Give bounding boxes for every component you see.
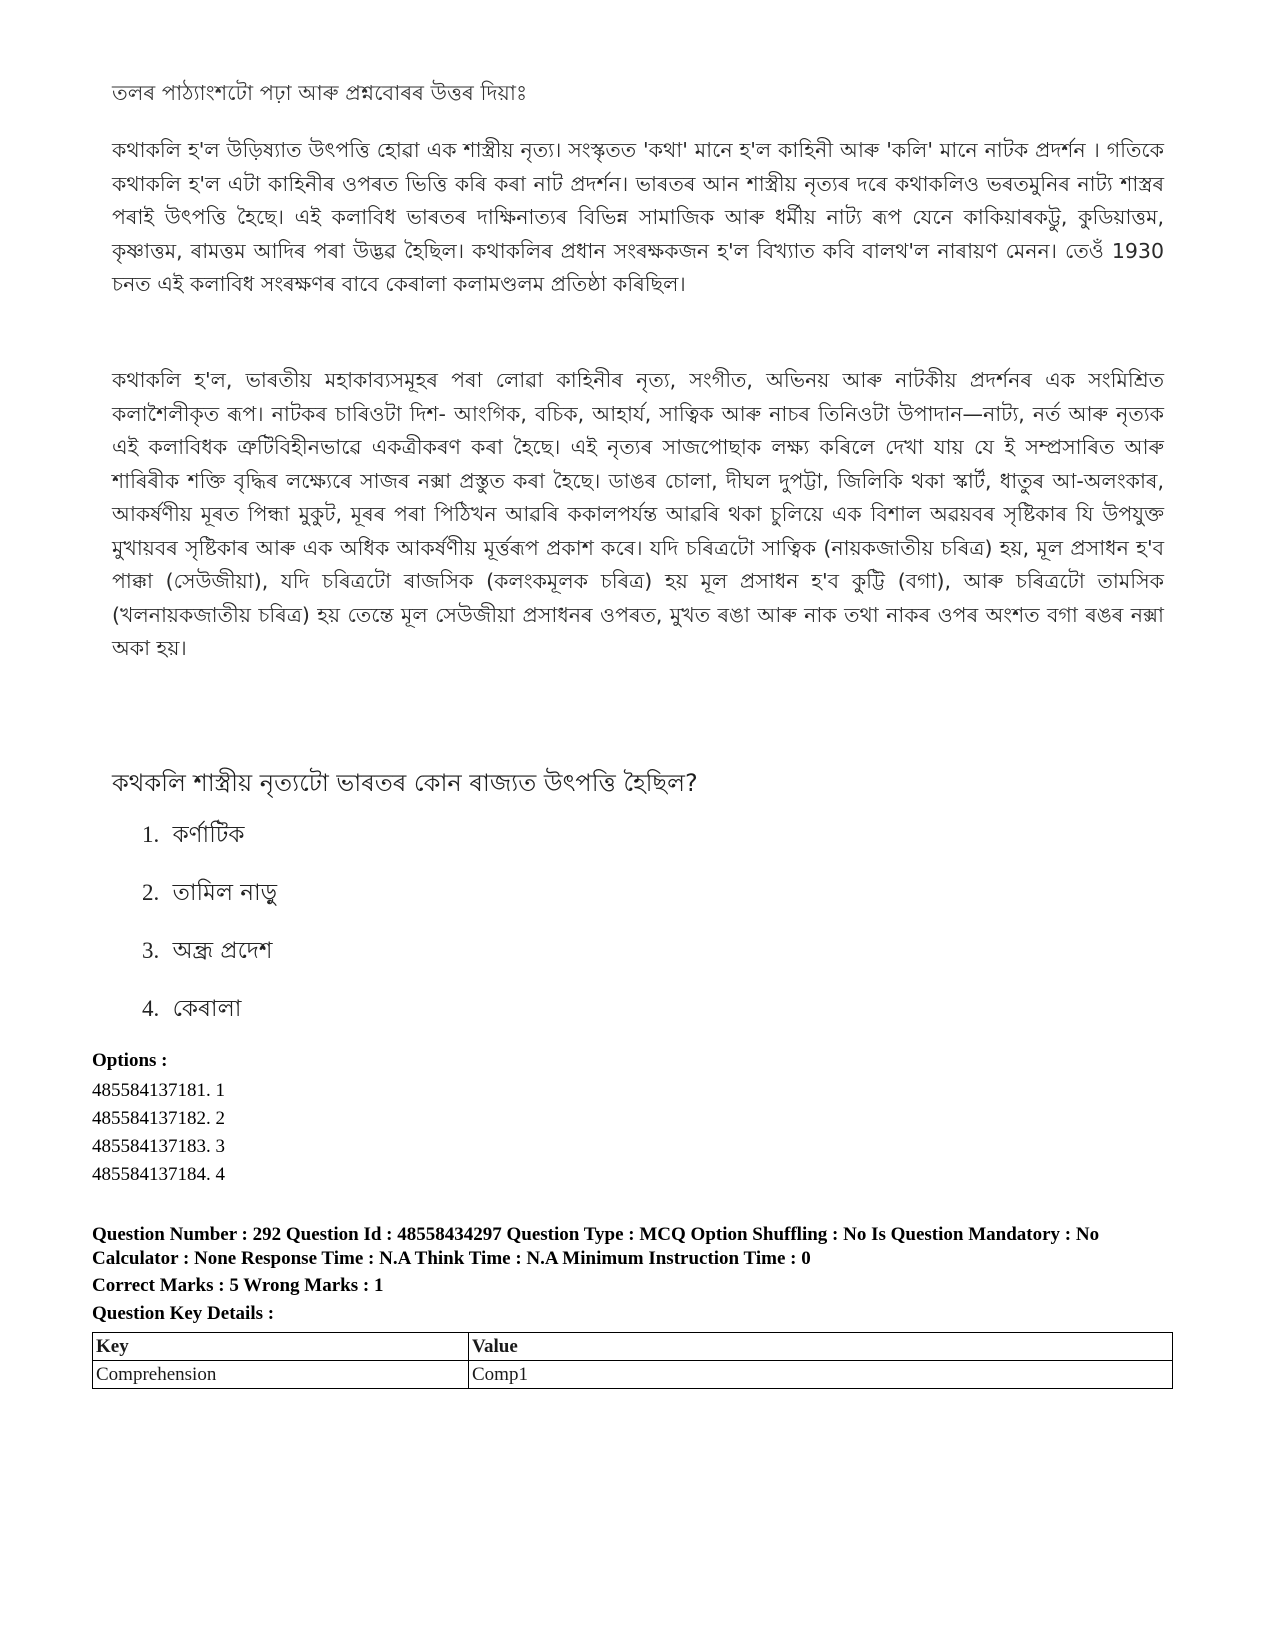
question-choice-list <box>142 820 277 1052</box>
choice-text: কেৰালা <box>172 996 242 1022</box>
question-choice <box>142 878 277 936</box>
option-id-item: 485584137183. 3 <box>92 1136 225 1157</box>
question-choice <box>142 936 277 994</box>
key-details-heading: Question Key Details : <box>92 1303 275 1324</box>
passage-instruction: তলৰ পাঠ্যাংশটো পঢ়া আৰু প্ৰশ্নবোৰৰ উত্তৰ দিয়াঃ <box>112 81 528 105</box>
table-cell-key: Comprehension <box>93 1361 469 1389</box>
choice-number: 2. <box>142 880 160 905</box>
choice-text: কৰ্ণাটিক <box>172 822 245 848</box>
table-cell-value: Comp1 <box>469 1361 1173 1389</box>
key-details-table <box>92 1332 1173 1389</box>
question-meta: Question Number : 292 Question Id : 48558434297 Question Type : MCQ Option Shuffling : No Is Question Mandatory : No Calculator : None Response Time : N.A Think Time : N.A Minimum Instruction Time : 0 <box>92 1224 1100 1269</box>
choice-number: 3. <box>142 938 160 963</box>
option-id-item: 485584137184. 4 <box>92 1164 225 1185</box>
option-id-item: 485584137182. 2 <box>92 1108 225 1129</box>
choice-text: অন্ধ্ৰ প্ৰদেশ <box>172 938 273 964</box>
option-id-list <box>92 1077 225 1189</box>
question-choice <box>142 994 277 1052</box>
passage-paragraph-2: কথাকলি হ'ল, ভাৰতীয় মহাকাব্যসমূহৰ পৰা লোৱা কাহিনীৰ নৃত্য, সংগীত, অভিনয় আৰু নাটকীয় প্ৰদৰ্শনৰ এক সংমিশ্ৰিত কলাশৈলীকৃত ৰূপ। নাটকৰ চাৰিওটা দিশ- আংগিক, বচিক, আহাৰ্য, সাত্বিক আৰু নাচৰ তিনিওটা উপাদান—নাট্য, নৰ্ত আৰু নৃত্যক এই কলাবিধক ত্ৰুটিবিহীনভাৱে একত্ৰীকৰণ কৰা হৈছে। এই নৃত্যৰ সাজপোছাক লক্ষ্য কৰিলে দেখা যায় যে ই সম্প্ৰসাৰিত আৰু শাৰিৰীক শক্তি বৃদ্ধিৰ লক্ষ্যেৰে সাজৰ নক্সা প্ৰস্তুত কৰা হৈছে। ডাঙৰ চোলা, দীঘল দুপট্টা, জিলিকি থকা স্কাৰ্ট, ধাতুৰ আ-অলংকাৰ, আকৰ্ষণীয় মূৰত পিন্ধা মুকুট, মূৰৰ পৰা পিঠিখন আৱৰি ককালপৰ্যন্ত আৱৰি থকা চুলিয়ে এক বিশাল অৱয়বৰ সৃষ্টিকাৰ যি উপযুক্ত মুখায়বৰ সৃষ্টিকাৰ আৰু এক অধিক আকৰ্ষণীয় মূৰ্ত্তৰূপ প্ৰকাশ কৰে। যদি চৰিত্ৰটো সাত্বিক (নায়কজাতীয় চৰিত্ৰ) হয়, মূল প্ৰসাধন হ'ব পাক্কা (সেউজীয়া), যদি চৰিত্ৰটো ৰাজসিক (কলংকমূলক চৰিত্ৰ) হয় মূল প্ৰসাধন হ'ব কুট্টি (বগা), আৰু চৰিত্ৰটো তামসিক (খলনায়কজাতীয় চৰিত্ৰ) হয় তেন্তে মূল সেউজীয়া প্ৰসাধনৰ ওপৰত, মুখত ৰঙা আৰু নাক তথা নাকৰ ওপৰ অংশত বগা ৰঙৰ নক্সা অকা হয়। <box>112 368 1164 660</box>
passage-paragraph-1: কথাকলি হ'ল উড়িষ্যাত উৎপত্তি হোৱা এক শাস্ত্ৰীয় নৃত্য। সংস্কৃতত 'কথা' মানে হ'ল কাহিনী আৰু 'কলি' মানে নাটক প্ৰদৰ্শন । গতিকে কথাকলি হ'ল এটা কাহিনীৰ ওপৰত ভিত্তি কৰি কৰা নাট প্ৰদৰ্শন। ভাৰতৰ আন শাস্ত্ৰীয় নৃত্যৰ দৰে কথাকলিও ভৰতমুনিৰ নাট্য শাস্ত্ৰৰ পৰাই উৎপত্তি হৈছে। এই কলাবিধ ভাৰতৰ দাক্ষিনাত্যৰ বিভিন্ন সামাজিক আৰু ধৰ্মীয় নাট্য ৰূপ যেনে কাকিয়াৰকট্টু, কুডিয়াত্তম, কৃষ্ণাত্তম, ৰামত্তম আদিৰ পৰা উদ্ভৱ হৈছিল। কথাকলিৰ প্ৰধান সংৰক্ষকজন হ'ল বিখ্যাত কবি বালথ'ল নাৰায়ণ মেনন। তেওঁ 1930 চনত এই কলাবিধ সংৰক্ষণৰ বাবে কেৰালা কলামণ্ডলম প্ৰতিষ্ঠা কৰিছিল। <box>112 138 1164 296</box>
choice-number: 1. <box>142 822 160 847</box>
question-choice <box>142 820 277 878</box>
question-text: কথকলি শাস্ত্ৰীয় নৃত্যটো ভাৰতৰ কোন ৰাজ্যত উৎপত্তি হৈছিল? <box>112 769 698 797</box>
column-header-key: Key <box>93 1333 469 1361</box>
choice-number: 4. <box>142 996 160 1021</box>
options-heading: Options : <box>92 1050 168 1071</box>
table-row <box>93 1361 1173 1389</box>
table-header-row <box>93 1333 1173 1361</box>
column-header-value: Value <box>469 1333 1173 1361</box>
marks-line: Correct Marks : 5 Wrong Marks : 1 <box>92 1275 384 1296</box>
option-id-item: 485584137181. 1 <box>92 1080 225 1101</box>
choice-text: তামিল নাড়ু <box>172 880 278 906</box>
